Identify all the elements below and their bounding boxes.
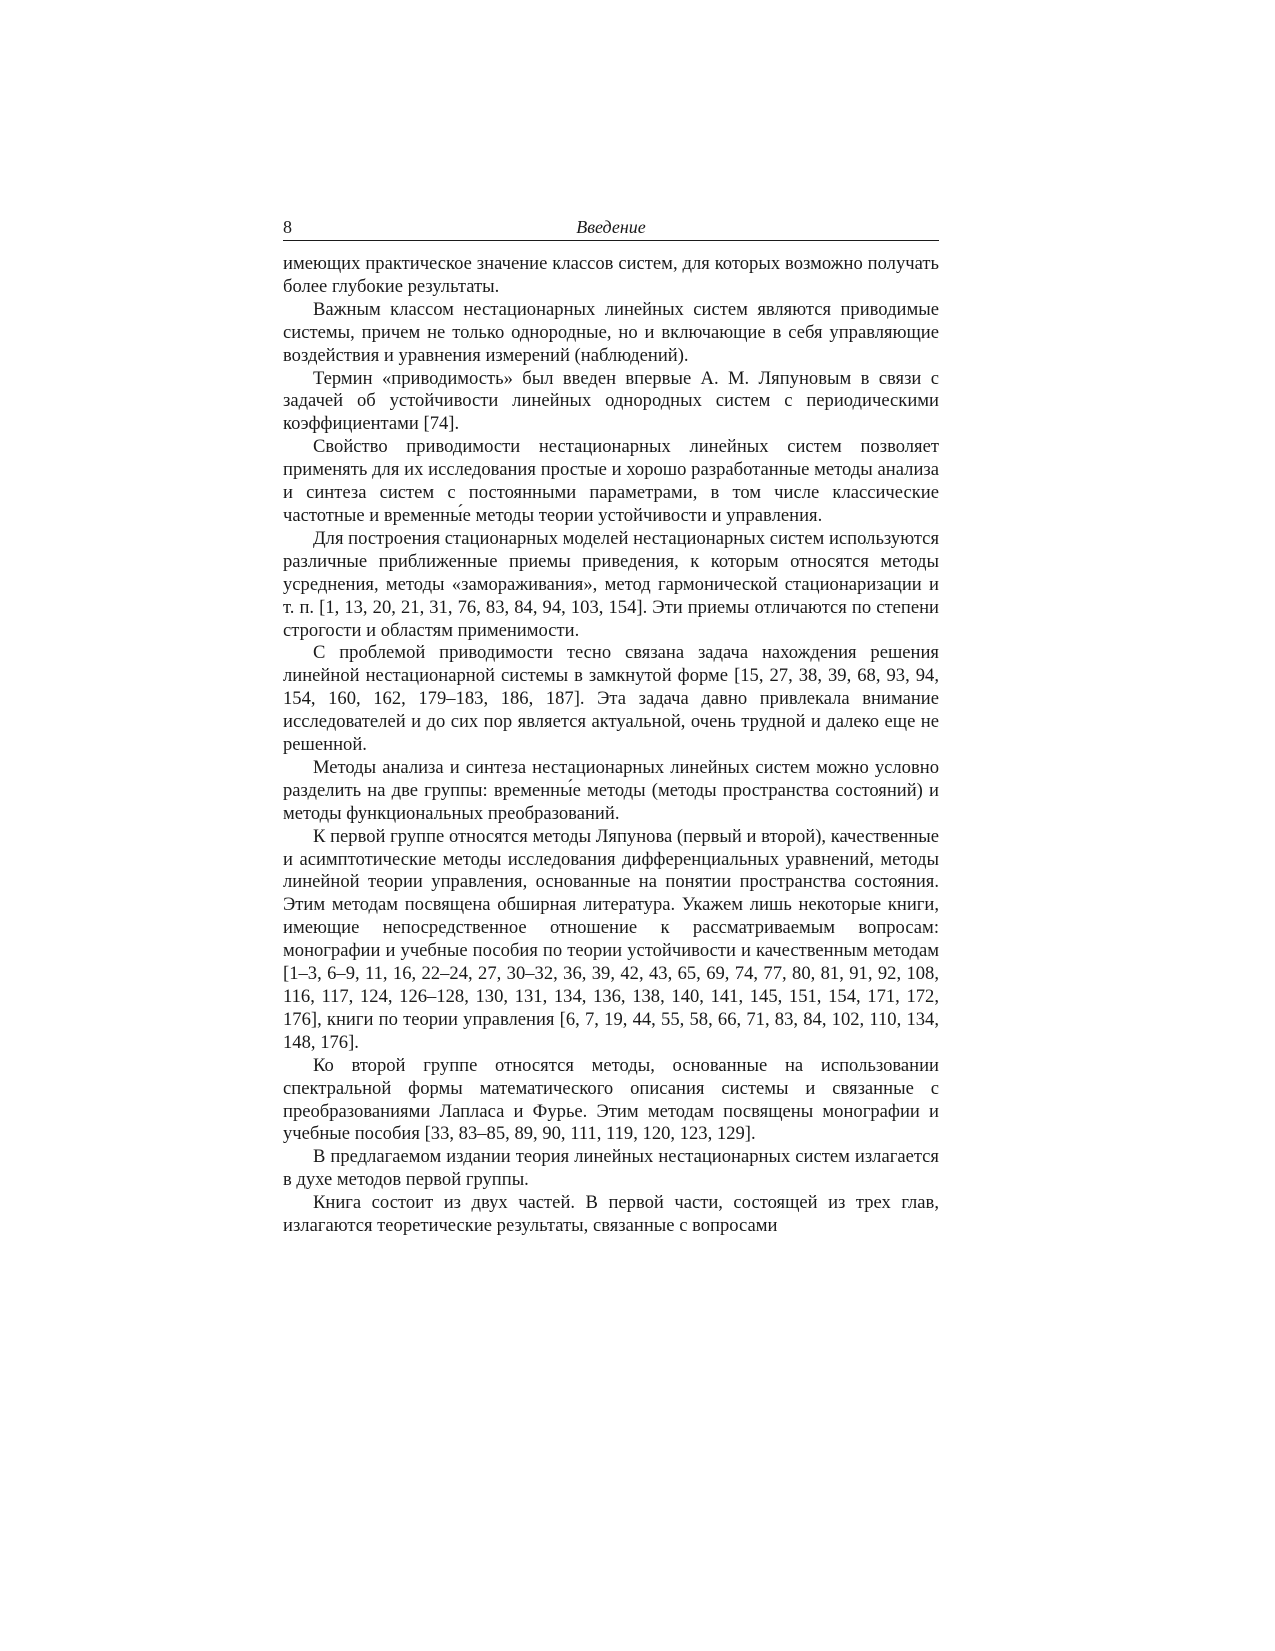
- page-header: [283, 216, 939, 241]
- paragraph: В предлагаемом издании теория линейных нестационарных систем излагается в духе методов первой группы.: [283, 1146, 939, 1191]
- page-number: 8: [283, 217, 292, 237]
- running-head: Введение: [576, 217, 646, 237]
- paragraph: Важным классом нестационарных линейных систем являются приводимые системы, причем не только однородные, но и включающие в себя управляющие воздействия и уравнения измерений (наблюдений).: [283, 298, 939, 366]
- book-page: [283, 216, 939, 1238]
- paragraph: Ко второй группе относятся методы, основанные на использовании спектральной формы математического описания системы и связанные с преобразованиями Лапласа и Фурье. Этим методам посвящены монографии и учебные пособия [33, 83–85, 89, 90, 111, 119, 120, 123, 129].: [283, 1054, 939, 1145]
- paragraph: Свойство приводимости нестационарных линейных систем позволяет применять для их исследования простые и хорошо разработанные методы анализа и синтеза систем с постоянными параметрами, в том числе классические частотные и временны́е методы теории устойчивости и управления.: [283, 436, 939, 526]
- paragraph: Для построения стационарных моделей нестационарных систем используются различные приближенные приемы приведения, к которым относятся методы усреднения, методы «замораживания», метод гармонической стационаризации и т. п. [1, 13, 20, 21, 31, 76, 83, 84, 94, 103, 154]. Эти приемы отличаются по степени строгости и областям применимости.: [283, 527, 939, 641]
- paragraph: Термин «приводимость» был введен впервые А. М. Ляпуновым в связи с задачей об устойчивости линейных однородных систем с периодическими коэффициентами [74].: [283, 367, 939, 435]
- paragraph: имеющих практическое значение классов систем, для которых возможно получать более глубокие результаты.: [283, 253, 939, 297]
- paragraph: К первой группе относятся методы Ляпунова (первый и второй), качественные и асимптотические методы исследования дифференциальных уравнений, методы линейной теории управления, основанные на понятии пространства состояния. Этим методам посвящена обширная литература. Укажем лишь некоторые книги, имеющие непосредственное отношение к рассматриваемым вопросам: монографии и учебные пособия по теории устойчивости и качественным методам [1–3, 6–9, 11, 16, 22–24, 27, 30–32, 36, 39, 42, 43, 65, 69, 74, 77, 80, 81, 91, 92, 108, 116, 117, 124, 126–128, 130, 131, 134, 136, 138, 140, 141, 145, 151, 154, 171, 172, 176], книги по теории управления [6, 7, 19, 44, 55, 58, 66, 71, 83, 84, 102, 110, 134, 148, 176].: [283, 825, 939, 1053]
- paragraph: С проблемой приводимости тесно связана задача нахождения решения линейной нестационарной системы в замкнутой форме [15, 27, 38, 39, 68, 93, 94, 154, 160, 162, 179–183, 186, 187]. Эта задача давно привлекала внимание исследователей и до сих пор является актуальной, очень трудной и далеко еще не решенной.: [283, 642, 939, 756]
- body-text: [283, 253, 939, 1238]
- paragraph: Книга состоит из двух частей. В первой части, состоящей из трех глав, излагаются теоретические результаты, связанные с вопросами: [283, 1192, 939, 1237]
- paragraph: Методы анализа и синтеза нестационарных линейных систем можно условно разделить на две группы: временны́е методы (методы пространства состояний) и методы функциональных преобразований.: [283, 756, 939, 824]
